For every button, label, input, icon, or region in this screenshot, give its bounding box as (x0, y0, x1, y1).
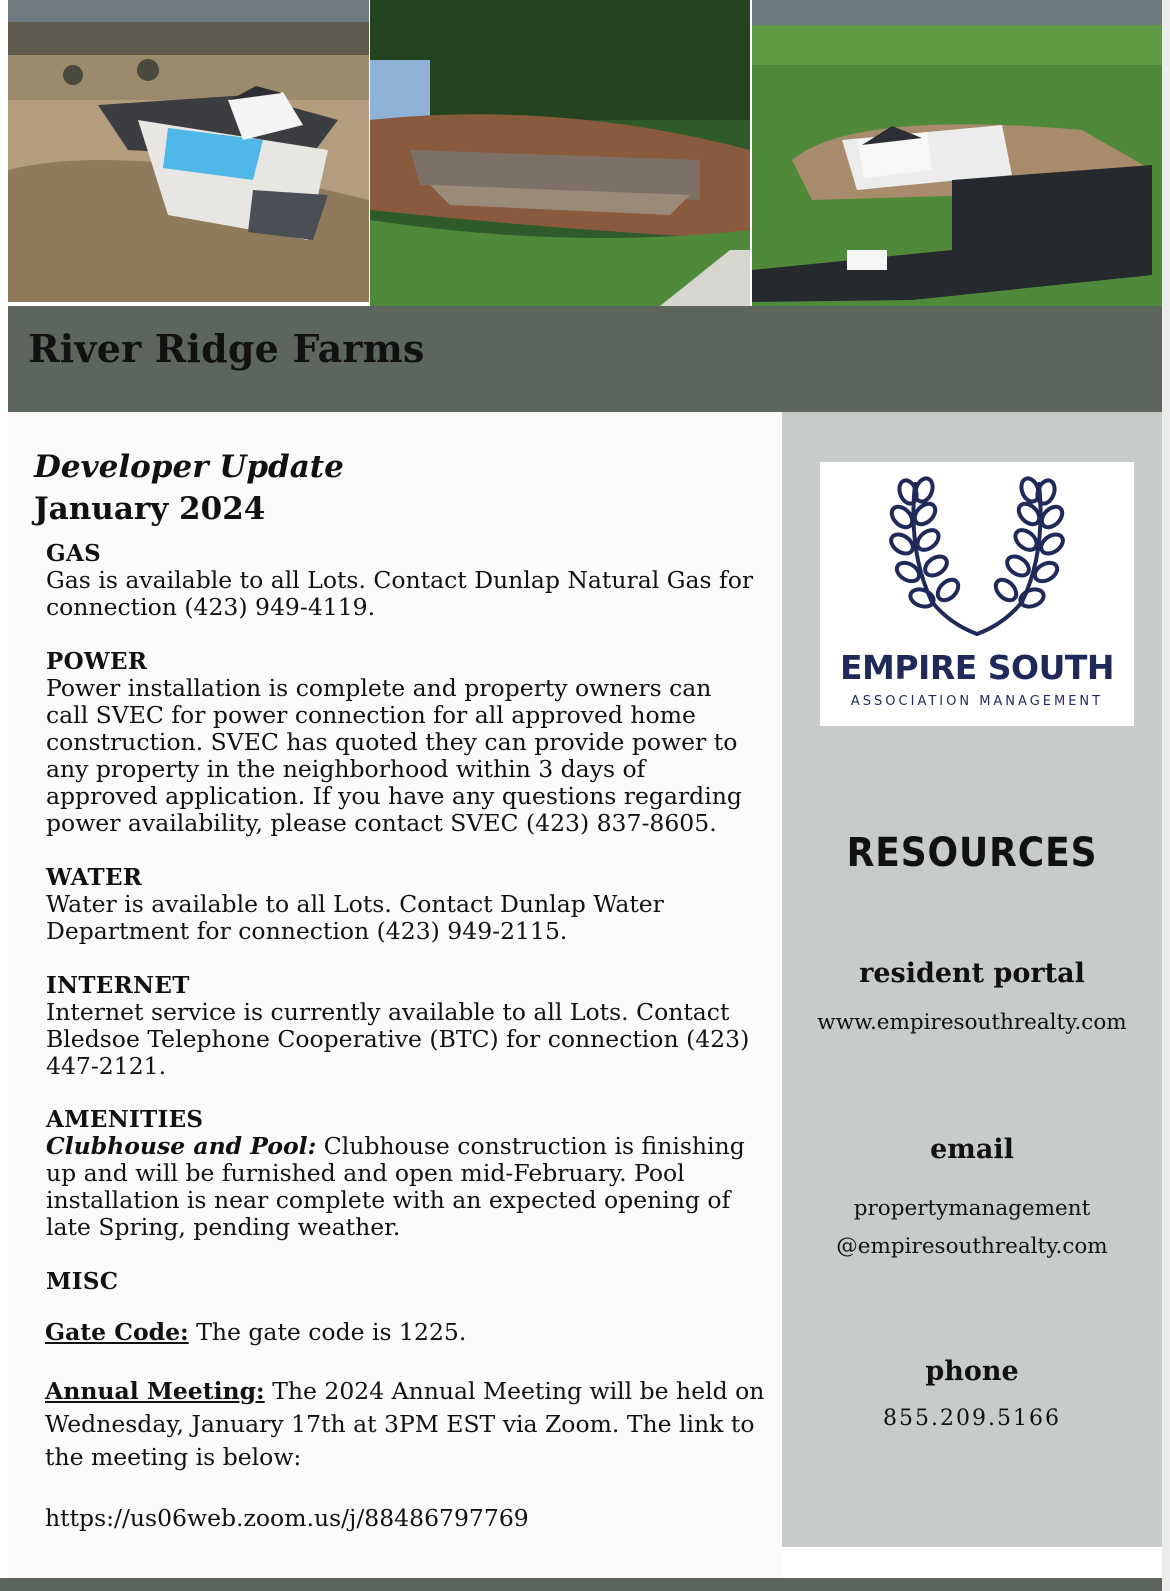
photo-strip (8, 0, 1162, 306)
stone-retaining-walls-photo (370, 0, 750, 306)
water-heading: WATER (46, 864, 143, 891)
resident-portal-label: resident portal (859, 958, 1085, 989)
resident-portal-url[interactable]: www.empiresouthrealty.com (817, 1010, 1127, 1035)
annual-meeting-text: The 2024 Annual Meeting will be held on Wednesday, January 17th at 3PM EST via Zoom. The link to the meeting is below: (45, 1377, 765, 1471)
page-edge (1162, 0, 1170, 1591)
update-subtitle: Developer Update (34, 449, 344, 485)
zoom-link[interactable]: https://us06web.zoom.us/j/88486797769 (45, 1504, 529, 1532)
annual-meeting-paragraph (45, 1375, 765, 1474)
gas-section (46, 540, 758, 621)
resources-sidebar (782, 412, 1162, 1547)
amenities-body: Clubhouse construction is finishing up and will be furnished and open mid-February. Pool installation is near complete with an expected opening of late Spring, pending weather. (46, 1132, 745, 1241)
clubhouse-parking-aerial-photo (752, 0, 1162, 306)
phone-label: phone (925, 1356, 1019, 1387)
title-band (8, 306, 1162, 412)
amenities-text (46, 1133, 758, 1241)
gate-code-text: The gate code is 1225. (188, 1318, 467, 1346)
annual-meeting-label: Annual Meeting: (45, 1377, 265, 1405)
gate-code-label: Gate Code: (45, 1318, 189, 1346)
power-section (46, 648, 758, 837)
misc-heading: MISC (46, 1268, 119, 1295)
power-heading: POWER (46, 648, 148, 675)
amenities-label: Clubhouse and Pool: (46, 1132, 317, 1160)
gas-heading: GAS (46, 540, 101, 567)
internet-section (46, 972, 758, 1080)
email-address-line2[interactable]: @empiresouthrealty.com (836, 1234, 1108, 1259)
page-title: River Ridge Farms (28, 326, 425, 371)
internet-heading: INTERNET (46, 972, 190, 999)
update-heading (34, 446, 344, 530)
email-label: email (930, 1134, 1014, 1165)
email-address-line1[interactable]: propertymanagement (853, 1196, 1091, 1221)
update-date: January 2024 (34, 491, 266, 527)
developer-update-panel (8, 412, 782, 1591)
internet-text: Internet service is currently available to all Lots. Contact Bledsoe Telephone Cooperative (BTC) for connection (423) 447-2121. (46, 998, 750, 1080)
water-text: Water is available to all Lots. Contact Dunlap Water Department for connection (423) 949-2115. (46, 890, 664, 945)
gas-text: Gas is available to all Lots. Contact Dunlap Natural Gas for connection (423) 949-4119. (46, 566, 754, 621)
water-section (46, 864, 758, 945)
gate-code-paragraph (45, 1316, 765, 1349)
empire-south-logo (820, 462, 1134, 726)
logo-tagline: ASSOCIATION MANAGEMENT (850, 694, 1104, 709)
bottom-band (0, 1578, 1170, 1591)
amenities-heading: AMENITIES (46, 1106, 204, 1133)
clubhouse-pool-aerial-photo (8, 0, 369, 302)
misc-heading-block (46, 1268, 758, 1295)
amenities-section (46, 1106, 758, 1241)
logo-wordmark: EMPIRE SOUTH (839, 648, 1115, 687)
phone-number[interactable]: 855.209.5166 (883, 1406, 1061, 1431)
resources-title: RESOURCES (846, 830, 1098, 876)
power-text: Power installation is complete and property owners can call SVEC for power connection for all approved home construction. SVEC has quoted they can provide power to any property in the neighborhood within 3 days of approved application. If you have any questions regarding power availability, please contact SVEC (423) 837-8605. (46, 674, 742, 837)
